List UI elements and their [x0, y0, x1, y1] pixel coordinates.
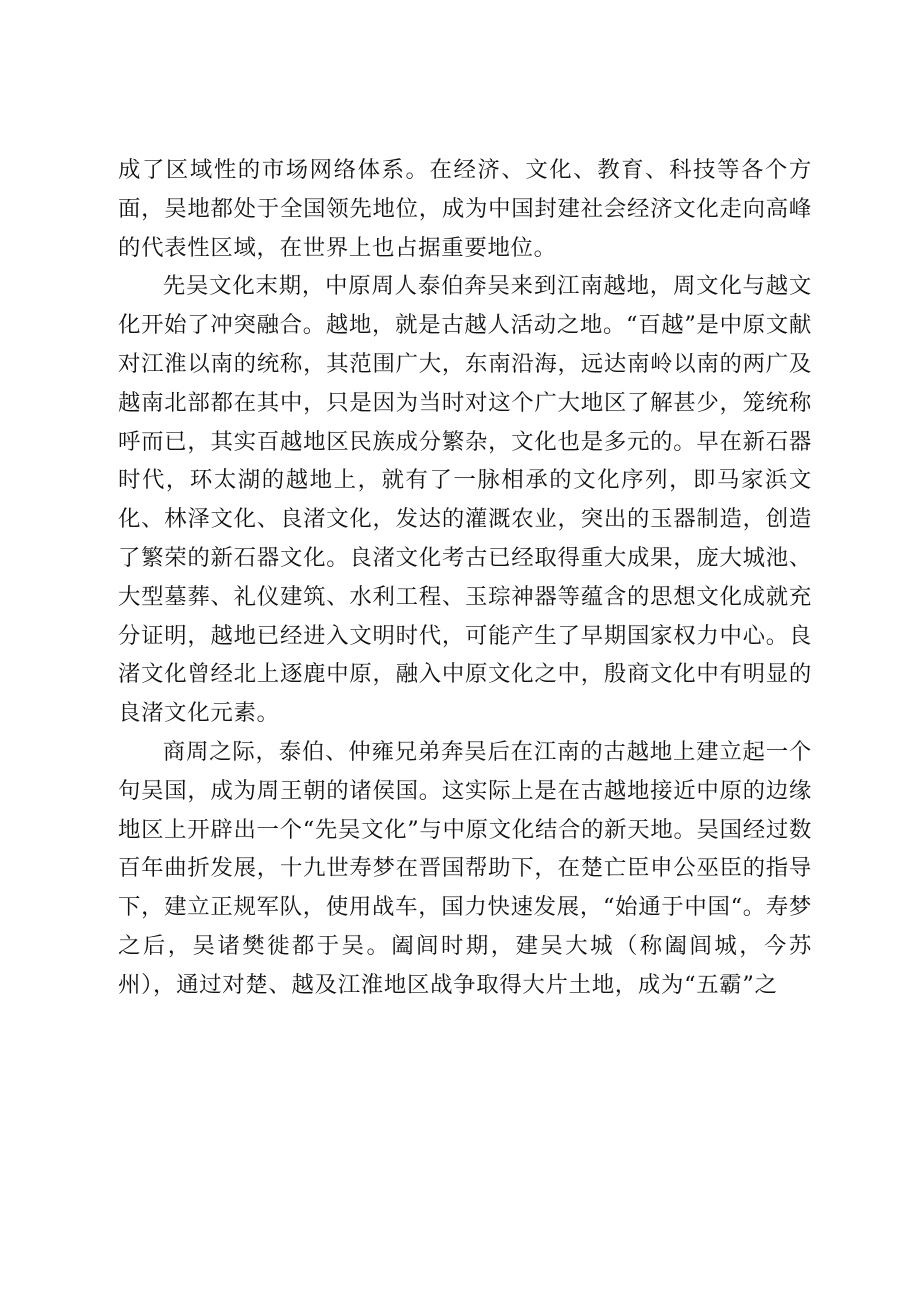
paragraph-2: 先吴文化末期，中原周人泰伯奔吴来到江南越地，周文化与越文化开始了冲突融合。越地，就是古越人活动之地。“百越”是中原文献对江淮以南的统称，其范围广大，东南沿海，远达南岭以南的两广及越南北部都在其中，只是因为当时对这个广大地区了解甚少，笼统称呼而已，其实百越地区民族成分繁杂，文化也是多元的。早在新石器时代，环太湖的越地上，就有了一脉相承的文化序列，即马家浜文化、林泽文化、良渚文化，发达的灌溉农业，突出的玉器制造，创造了繁荣的新石器文化。良渚文化考古已经取得重大成果，庞大城池、大型墓葬、礼仪建筑、水利工程、玉琮神器等蕴含的思想文化成就充分证明，越地已经进入文明时代，可能产生了早期国家权力中心。良渚文化曾经北上逐鹿中原，融入中原文化之中，殷商文化中有明显的良渚文化元素。 [118, 273, 812, 727]
paragraph-3: 商周之际，泰伯、仲雍兄弟奔吴后在江南的古越地上建立起一个句吴国，成为周王朝的诸侯国。这实际上是在古越地接近中原的边缘地区上开辟出一个“先吴文化”与中原文化结合的新天地。吴国经过数百年曲折发展，十九世寿梦在晋国帮助下，在楚亡臣申公巫臣的指导下，建立正规军队，使用战车，国力快速发展，“始通于中国“。寿梦之后，吴诸樊徙都于吴。阖闾时期，建吴大城（称阖闾城，今苏州），通过对楚、越及江淮地区战争取得大片土地，成为“五霸”之 [118, 738, 812, 998]
paragraph-1: 成了区域性的市场网络体系。在经济、文化、教育、科技等各个方面，吴地都处于全国领先地位，成为中国封建社会经济文化走向高峰的代表性区域，在世界上也占据重要地位。 [118, 157, 812, 261]
document-body [118, 151, 812, 1005]
